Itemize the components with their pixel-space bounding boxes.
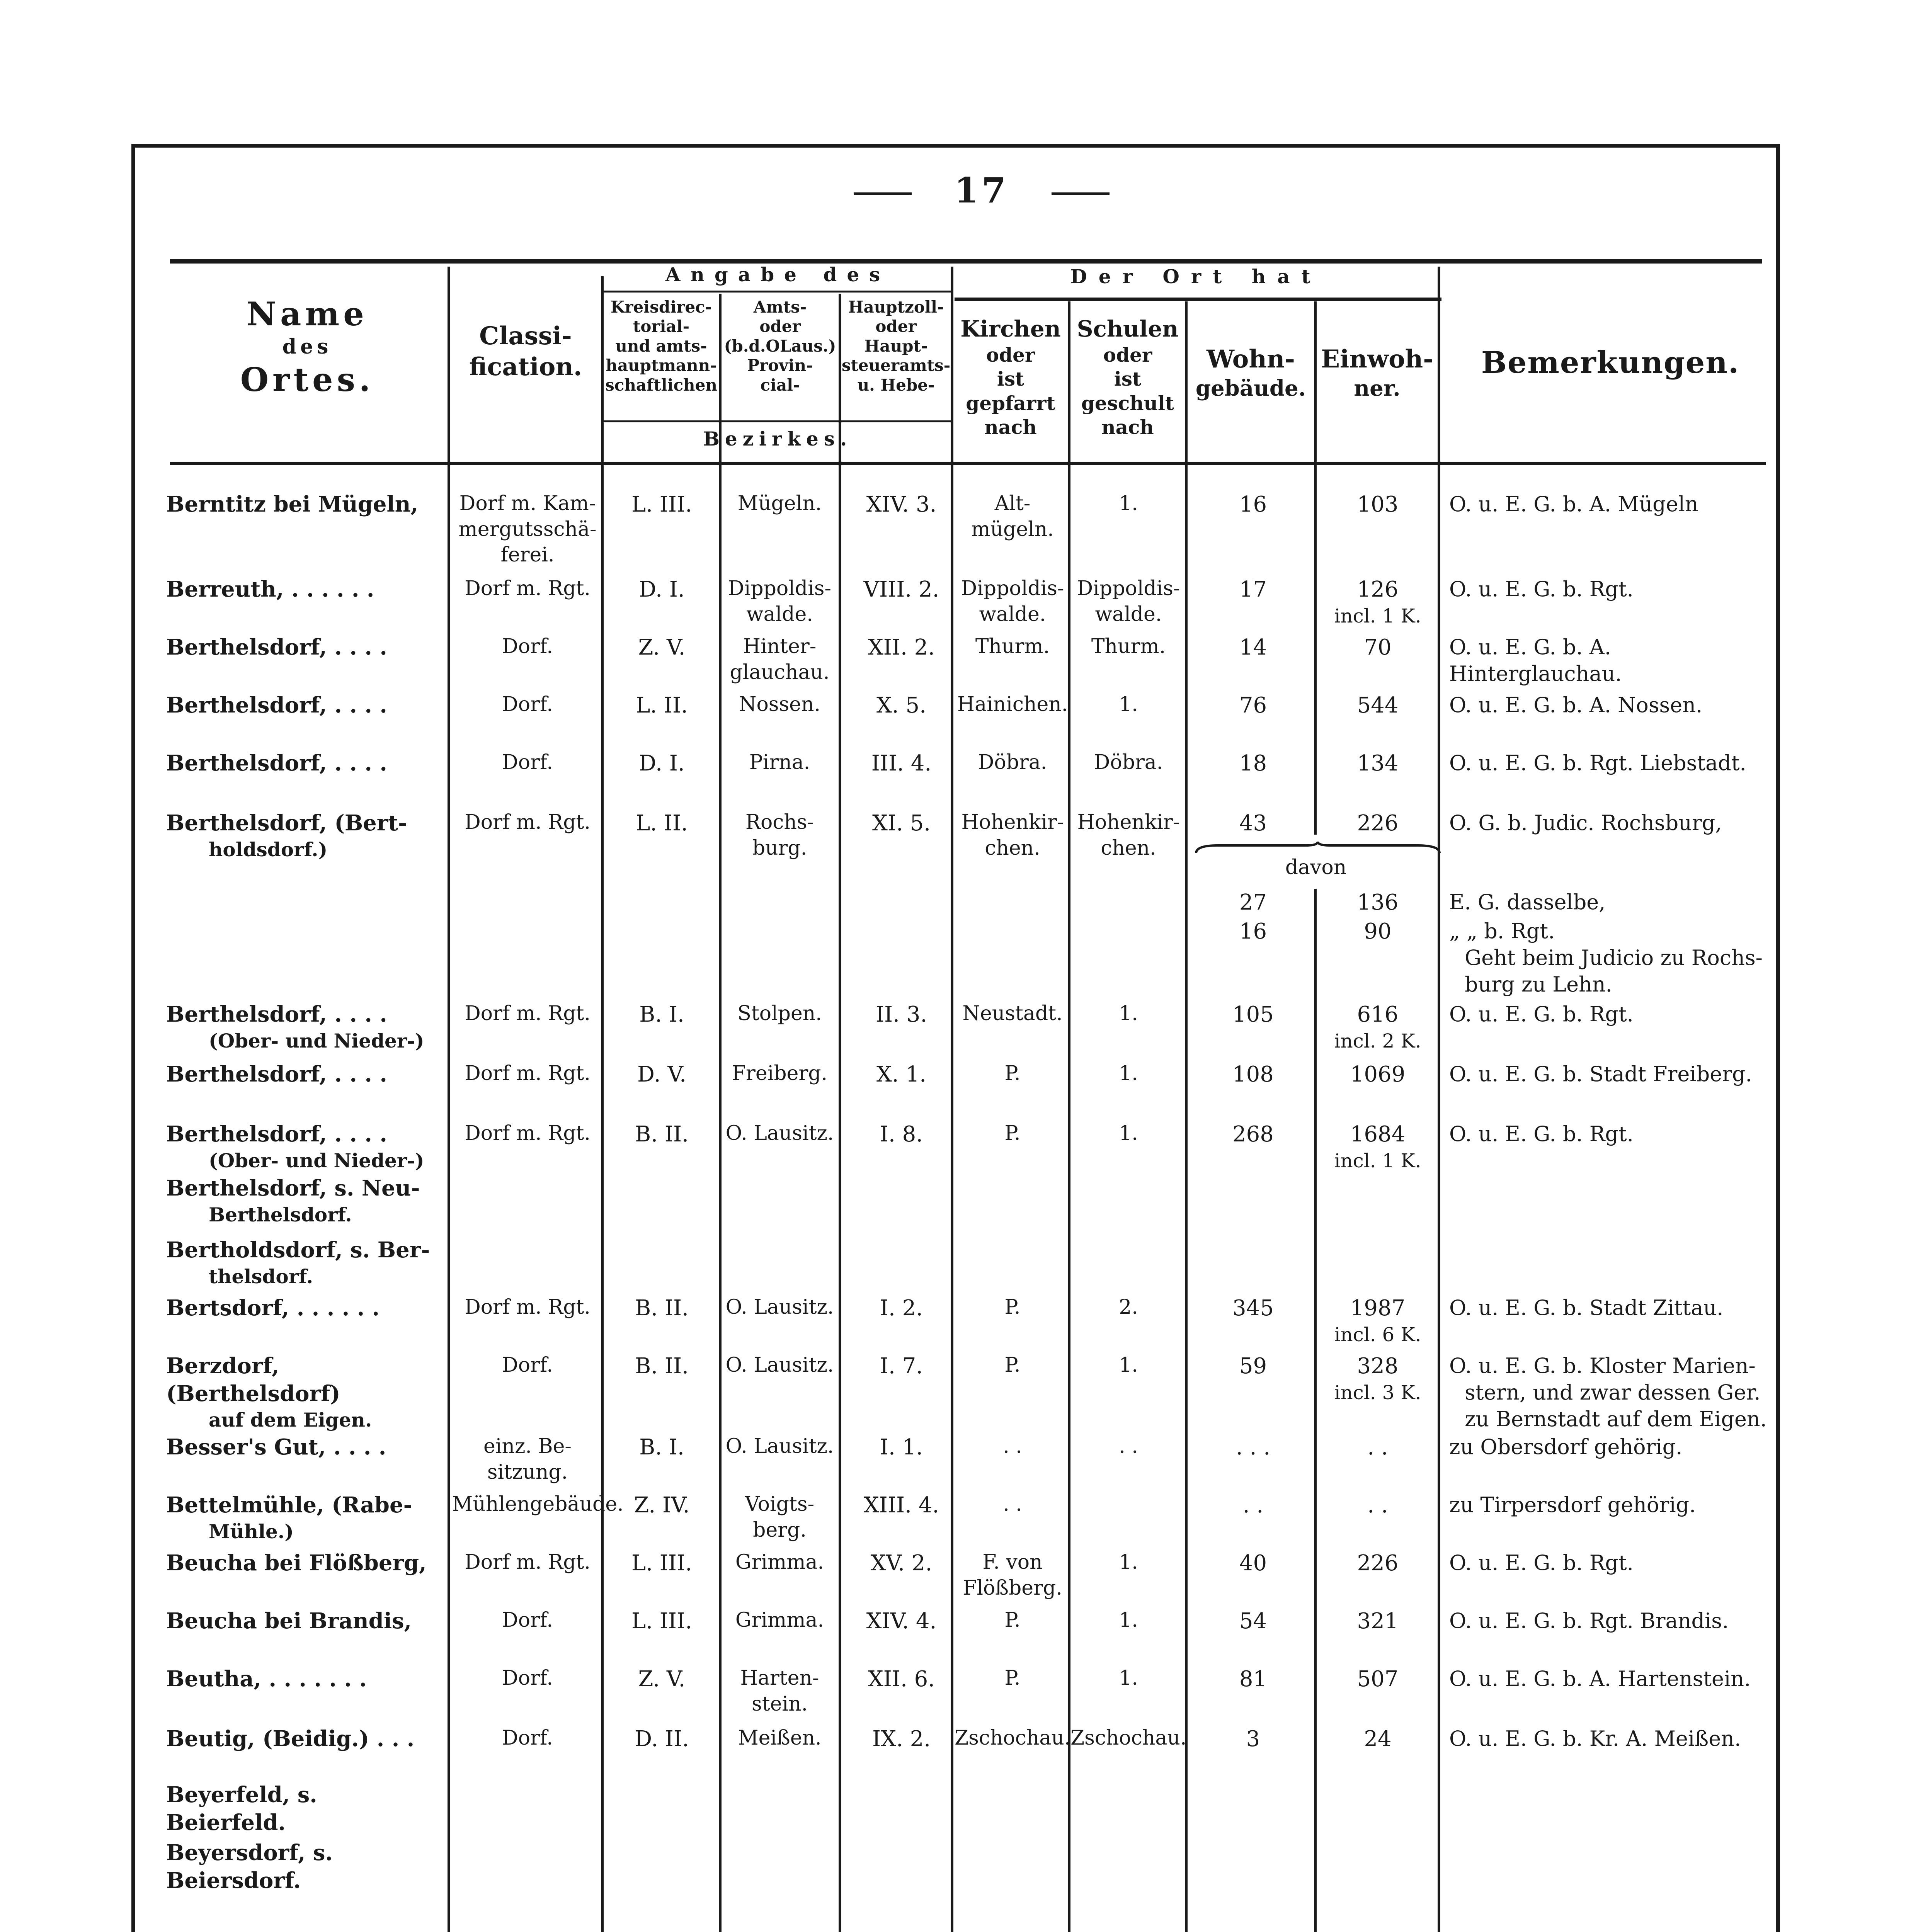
- schulen-cell: 1.: [1119, 1062, 1138, 1085]
- classification-cell: Dorf m. Rgt.: [465, 1296, 591, 1319]
- place-name: [166, 1607, 437, 1635]
- place-name: [166, 1549, 437, 1577]
- place-name-sub: (Ober- und Nieder-): [209, 1149, 424, 1172]
- kreis-cell: D. I.: [639, 751, 685, 776]
- haupt-cell: XIV. 4.: [866, 1609, 937, 1634]
- bemerkung-line: E. G. dasselbe,: [1449, 890, 1606, 914]
- kirchen-cell: Hohenkir-chen.: [961, 811, 1064, 860]
- classification-cell: Dorf.: [502, 1726, 553, 1750]
- place-name-main: Bertsdorf, . . . . . .: [166, 1295, 380, 1321]
- place-name: [166, 1236, 437, 1289]
- einwohner-cell: 70: [1364, 635, 1392, 660]
- header-wohn: Wohn- gebäude.: [1195, 345, 1306, 401]
- bemerkung-cell: [1449, 634, 1789, 687]
- place-name-main: Beucha bei Brandis,: [166, 1608, 412, 1634]
- wohngebaeude-cell: . .: [1242, 1493, 1264, 1518]
- wohngebaeude-cell: 76: [1239, 693, 1267, 718]
- classification-cell: Dorf m. Kam-mergutsschä-ferei.: [458, 492, 597, 567]
- einwohner-incl: incl. 1 K.: [1334, 1149, 1421, 1172]
- bemerkung-cell: [1449, 1665, 1789, 1692]
- davon-label: davon: [1285, 856, 1347, 879]
- place-name-main: Berthelsdorf, . . . .: [166, 1121, 387, 1147]
- kirchen-cell: Alt-mügeln.: [971, 492, 1054, 541]
- bemerkung-line: zu Bernstadt auf dem Eigen.: [1465, 1407, 1767, 1432]
- kirchen-cell: . .: [1003, 1435, 1022, 1458]
- schulen-cell: 1.: [1119, 1354, 1138, 1377]
- header-ort-hat: Der Ort hat: [1070, 265, 1322, 288]
- classification-cell: Dorf.: [502, 635, 553, 658]
- kreis-cell: B. I.: [639, 1002, 684, 1027]
- place-name: [166, 1839, 437, 1895]
- einwohner-cell: 328 incl. 3 K.: [1314, 1352, 1441, 1405]
- wohngebaeude-cell: 268: [1232, 1122, 1274, 1147]
- bemerkung-line: O. u. E. G. b. A. Nossen.: [1449, 693, 1703, 717]
- classification-cell: Mühlengebäude.: [452, 1493, 624, 1516]
- haupt-cell: X. 5.: [876, 693, 926, 718]
- bemerkung-line: O. u. E. G. b. Kr. A. Meißen.: [1449, 1726, 1741, 1751]
- header-bezirk-text: Bezirkes.: [703, 427, 853, 450]
- wohngebaeude-cell: 16: [1239, 919, 1267, 944]
- schulen-cell: Dippoldis-walde.: [1077, 577, 1180, 626]
- bemerkung-cell: [1449, 1352, 1789, 1432]
- place-name: [166, 1492, 437, 1544]
- bemerkung-line: zu Tirpersdorf gehörig.: [1449, 1493, 1696, 1517]
- bemerkung-line: Geht beim Judicio zu Rochs-burg zu Lehn.: [1465, 946, 1763, 997]
- place-name-main: Berthelsdorf, . . . .: [166, 1002, 387, 1027]
- einwohner-cell: . .: [1367, 1493, 1388, 1518]
- bemerkung-line: O. u. E. G. b. A. Mügeln: [1449, 492, 1698, 516]
- bemerkung-cell: [1449, 1294, 1789, 1321]
- wohngebaeude-cell: 27: [1239, 890, 1267, 915]
- kreis-cell: L. III.: [631, 492, 692, 517]
- einwohner-cell: 507: [1357, 1667, 1399, 1692]
- bemerkung-line: stern, und zwar dessen Ger.: [1465, 1380, 1761, 1405]
- bemerkung-cell: [1449, 1001, 1789, 1027]
- bemerkung-line: O. u. E. G. b. A. Hinterglauchau.: [1449, 635, 1622, 686]
- place-name-main: Berthelsdorf, . . . .: [166, 634, 387, 660]
- bemerkung-cell: [1449, 918, 1789, 998]
- bemerkung-line: „ „ b. Rgt.: [1449, 919, 1555, 943]
- place-name-main: Bettelmühle, (Rabe-: [166, 1492, 412, 1518]
- einwohner-incl: incl. 6 K.: [1334, 1323, 1421, 1346]
- place-name-main: Beutig, (Beidig.) . . .: [166, 1726, 415, 1752]
- amt-cell: O. Lausitz.: [725, 1122, 834, 1145]
- kreis-cell: D. V.: [637, 1062, 686, 1087]
- amt-cell: Voigts-berg.: [745, 1493, 815, 1542]
- place-name-main: Beyersdorf, s. Beiersdorf.: [166, 1840, 333, 1893]
- bemerkung-line: O. u. E. G. b. Rgt.: [1449, 1002, 1634, 1026]
- einwohner-cell: . .: [1367, 1435, 1388, 1460]
- einwohner-cell: 136: [1357, 890, 1399, 915]
- classification-cell: Dorf.: [502, 693, 553, 716]
- place-name-main: Beucha bei Flößberg,: [166, 1550, 427, 1576]
- schulen-cell: Zschochau.: [1070, 1726, 1187, 1750]
- einwohner-cell: 126 incl. 1 K.: [1314, 576, 1441, 628]
- haupt-cell: VIII. 2.: [863, 577, 939, 602]
- angabe-underline: [603, 291, 953, 293]
- header-top-rule: [170, 259, 1762, 264]
- wohngebaeude-cell: 14: [1239, 635, 1267, 660]
- amt-cell: Hinter-glauchau.: [730, 635, 830, 684]
- amt-cell: Grimma.: [735, 1551, 824, 1574]
- einwohner-cell: 1987 incl. 6 K.: [1314, 1294, 1441, 1347]
- amt-cell: Dippoldis-walde.: [728, 577, 831, 626]
- place-name: [166, 1001, 437, 1053]
- bemerkung-line: O. u. E. G. b. Kloster Marien-: [1449, 1354, 1756, 1378]
- einwohner-incl: incl. 3 K.: [1334, 1381, 1421, 1404]
- classification-cell: Dorf m. Rgt.: [465, 1551, 591, 1574]
- kirchen-cell: Neustadt.: [962, 1002, 1063, 1025]
- kirchen-cell: P.: [1004, 1354, 1021, 1377]
- schulen-cell: 1.: [1119, 1551, 1138, 1574]
- kirchen-cell: . .: [1003, 1493, 1022, 1516]
- wohngebaeude-cell: 43: [1239, 811, 1267, 836]
- wohngebaeude-cell: 105: [1232, 1002, 1274, 1027]
- haupt-cell: XIII. 4.: [863, 1493, 939, 1518]
- bemerkung-line: O. u. E. G. b. Rgt. Liebstadt.: [1449, 751, 1746, 775]
- haupt-cell: I. 1.: [880, 1435, 923, 1460]
- place-name: [166, 1781, 437, 1837]
- amt-cell: Mügeln.: [737, 492, 822, 515]
- amt-cell: Rochs-burg.: [745, 811, 814, 860]
- amt-cell: Grimma.: [735, 1609, 824, 1632]
- wohngebaeude-cell: 59: [1239, 1354, 1267, 1379]
- kreis-cell: L. II.: [636, 811, 688, 836]
- haupt-cell: II. 3.: [875, 1002, 927, 1027]
- bemerkung-cell: [1449, 810, 1789, 836]
- header-bottom-rule: [170, 462, 1766, 465]
- einwohner-cell: 226: [1357, 811, 1399, 836]
- kirchen-cell: Hainichen.: [957, 693, 1068, 716]
- amt-cell: Pirna.: [749, 751, 810, 774]
- schulen-cell: Döbra.: [1094, 751, 1163, 774]
- haupt-cell: XII. 6.: [868, 1667, 935, 1692]
- einwohner-cell: 616 incl. 2 K.: [1314, 1001, 1441, 1053]
- place-name: [166, 1294, 437, 1322]
- place-name: [166, 1725, 437, 1753]
- place-name: [166, 692, 437, 719]
- kirchen-cell: Dippoldis-walde.: [961, 577, 1064, 626]
- classification-cell: Dorf.: [502, 751, 553, 774]
- place-name: [166, 1434, 437, 1461]
- place-name-main: Berntitz bei Mügeln,: [166, 492, 419, 517]
- amt-cell: Stolpen.: [737, 1002, 822, 1025]
- place-name-main: Berreuth, . . . . . .: [166, 577, 374, 602]
- einwohner-cell: 134: [1357, 751, 1399, 776]
- haupt-cell: XV. 2.: [870, 1551, 933, 1576]
- kreis-cell: Z. V.: [638, 1667, 686, 1692]
- place-name: [166, 634, 437, 662]
- header-einw: Einwoh- ner.: [1321, 345, 1433, 401]
- haupt-cell: IX. 2.: [872, 1726, 931, 1752]
- bemerkung-cell: [1449, 1434, 1789, 1460]
- bemerkung-line: O. u. E. G. b. Rgt. Brandis.: [1449, 1609, 1729, 1633]
- header-schulen: Schulen oder ist geschult nach: [1077, 316, 1179, 439]
- kirchen-cell: P.: [1004, 1122, 1021, 1145]
- kreis-cell: B. I.: [639, 1435, 684, 1460]
- header-haupt: Hauptzoll- oder Haupt- steueramts- u. Hebe-: [841, 298, 951, 395]
- kirchen-cell: Thurm.: [975, 635, 1050, 658]
- place-name: [166, 1352, 437, 1432]
- bemerkung-cell: [1449, 1121, 1789, 1147]
- wohngebaeude-cell: 108: [1232, 1062, 1274, 1087]
- schulen-cell: 1.: [1119, 1002, 1138, 1025]
- header-angabe: Angabe des: [665, 263, 890, 286]
- schulen-cell: 1.: [1119, 492, 1138, 515]
- bemerkung-cell: [1449, 1607, 1789, 1634]
- classification-cell: Dorf m. Rgt.: [465, 811, 591, 834]
- amt-cell: Meißen.: [738, 1726, 822, 1750]
- schulen-cell: 2.: [1119, 1296, 1138, 1319]
- bemerkung-line: O. u. E. G. b. Stadt Zittau.: [1449, 1296, 1724, 1320]
- classification-cell: Dorf m. Rgt.: [465, 1062, 591, 1085]
- place-name-sub: Berthelsdorf.: [209, 1203, 352, 1226]
- bemerkung-cell: [1449, 1492, 1789, 1518]
- place-name-main: Berthelsdorf, . . . .: [166, 1061, 387, 1087]
- place-name: [166, 1061, 437, 1088]
- page-number-text: 17: [954, 170, 1009, 211]
- schulen-cell: 1.: [1119, 1667, 1138, 1690]
- wohngebaeude-cell: 16: [1239, 492, 1267, 517]
- kreis-cell: Z. IV.: [634, 1493, 690, 1518]
- amt-cell: Freiberg.: [732, 1062, 828, 1085]
- kreis-cell: D. II.: [635, 1726, 689, 1752]
- einwohner-cell: 1069: [1350, 1062, 1406, 1087]
- place-name-sub: holdsdorf.): [209, 838, 328, 861]
- classification-cell: Dorf.: [502, 1609, 553, 1632]
- kirchen-cell: Döbra.: [978, 751, 1047, 774]
- header-classification: Classi- fication.: [469, 321, 582, 381]
- header-bemerkungen: Bemerkungen.: [1481, 345, 1740, 380]
- header-amt: Amts- oder (b.d.OLaus.) Provin- cial-: [724, 298, 836, 395]
- haupt-cell: X. 1.: [876, 1062, 926, 1087]
- classification-cell: Dorf m. Rgt.: [465, 1002, 591, 1025]
- header-name: Name des Ortes.: [240, 295, 374, 399]
- wohngebaeude-cell: 18: [1239, 751, 1267, 776]
- place-name-sub: (Ober- und Nieder-): [209, 1029, 424, 1052]
- schulen-cell: 1.: [1119, 693, 1138, 716]
- kreis-cell: L. III.: [631, 1609, 692, 1634]
- place-name-sub: auf dem Eigen.: [209, 1408, 372, 1432]
- bemerkung-cell: [1449, 692, 1789, 718]
- bemerkung-line: zu Obersdorf gehörig.: [1449, 1435, 1683, 1459]
- kirchen-cell: P.: [1004, 1296, 1021, 1319]
- bemerkung-line: O. u. E. G. b. Stadt Freiberg.: [1449, 1062, 1752, 1086]
- place-name-sub: thelsdorf.: [209, 1265, 313, 1288]
- place-name-main: Beutha, . . . . . . .: [166, 1666, 367, 1692]
- haupt-cell: I. 2.: [880, 1296, 923, 1321]
- haupt-cell: XII. 2.: [868, 635, 935, 660]
- haupt-cell: XI. 5.: [872, 811, 931, 836]
- schulen-cell: . .: [1119, 1435, 1138, 1458]
- kirchen-cell: P.: [1004, 1609, 1021, 1632]
- wohngebaeude-cell: 40: [1239, 1551, 1267, 1576]
- header-kreis: Kreisdirec- torial- und amts- hauptmann- schaftlichen: [605, 298, 717, 395]
- place-name-main: Berthelsdorf, . . . .: [166, 750, 387, 776]
- kreis-cell: D. I.: [639, 577, 685, 602]
- col-line-1: [448, 267, 450, 1932]
- amt-cell: Harten-stein.: [740, 1667, 819, 1716]
- place-name: [166, 576, 437, 604]
- wohngebaeude-cell: 3: [1246, 1726, 1260, 1752]
- bemerkung-cell: [1449, 1725, 1789, 1752]
- amt-cell: Nossen.: [739, 693, 820, 716]
- amt-cell: O. Lausitz.: [725, 1354, 834, 1377]
- bemerkung-line: O. G. b. Judic. Rochsburg,: [1449, 811, 1722, 835]
- place-name-sub: Mühle.): [209, 1520, 294, 1543]
- kirchen-cell: P.: [1004, 1062, 1021, 1085]
- bemerkung-cell: [1449, 1061, 1789, 1087]
- bemerkung-cell: [1449, 750, 1789, 776]
- einwohner-cell: 24: [1364, 1726, 1392, 1752]
- bemerkung-cell: [1449, 889, 1789, 915]
- einwohner-cell: 226: [1357, 1551, 1399, 1576]
- einwohner-cell: 90: [1364, 919, 1392, 944]
- einwohner-incl: incl. 1 K.: [1334, 604, 1421, 627]
- haupt-cell: I. 7.: [880, 1354, 923, 1379]
- einwohner-incl: incl. 2 K.: [1334, 1029, 1421, 1052]
- bemerkung-line: O. u. E. G. b. A. Hartenstein.: [1449, 1667, 1751, 1691]
- place-name: [166, 1665, 437, 1693]
- ort-hat-underline: [955, 298, 1441, 301]
- place-name-main: Berzdorf, (Berthelsdorf): [166, 1353, 340, 1406]
- einwohner-cell: 103: [1357, 492, 1399, 517]
- place-name: [166, 1121, 437, 1173]
- amt-cell: O. Lausitz.: [725, 1435, 834, 1458]
- wohngebaeude-cell: 345: [1232, 1296, 1274, 1321]
- schulen-cell: 1.: [1119, 1609, 1138, 1632]
- wohngebaeude-cell: 54: [1239, 1609, 1267, 1634]
- bemerkung-line: O. u. E. G. b. Rgt.: [1449, 1122, 1634, 1146]
- classification-cell: Dorf.: [502, 1667, 553, 1690]
- schulen-cell: 1.: [1119, 1122, 1138, 1145]
- einwohner-cell: 1684 incl. 1 K.: [1314, 1121, 1441, 1173]
- haupt-cell: III. 4.: [871, 751, 932, 776]
- page-number: [788, 170, 1175, 211]
- place-name: [166, 491, 437, 519]
- wohngebaeude-cell: . . .: [1235, 1435, 1270, 1460]
- wohngebaeude-cell: 17: [1239, 577, 1267, 602]
- schulen-cell: Hohenkir-chen.: [1077, 811, 1180, 860]
- bemerkung-line: O. u. E. G. b. Rgt.: [1449, 1551, 1634, 1575]
- classification-cell: einz. Be-sitzung.: [483, 1435, 572, 1484]
- davon-brace: [1194, 842, 1441, 857]
- place-name: [166, 1175, 437, 1227]
- classification-cell: Dorf.: [502, 1354, 553, 1377]
- classification-cell: Dorf m. Rgt.: [465, 1122, 591, 1145]
- bezirk-rule: [603, 420, 953, 422]
- place-name-main: Berthelsdorf, s. Neu-: [166, 1175, 420, 1201]
- place-name: [166, 810, 437, 862]
- place-name-main: Bertholdsdorf, s. Ber-: [166, 1237, 430, 1263]
- bemerkung-cell: [1449, 491, 1789, 517]
- place-name-main: Berthelsdorf, . . . .: [166, 692, 387, 718]
- kreis-cell: B. II.: [635, 1354, 689, 1379]
- place-name: [166, 750, 437, 777]
- bemerkung-cell: [1449, 576, 1789, 602]
- wohngebaeude-cell: 81: [1239, 1667, 1267, 1692]
- kirchen-cell: P.: [1004, 1667, 1021, 1690]
- einwohner-cell: 321: [1357, 1609, 1399, 1634]
- kreis-cell: Z. V.: [638, 635, 686, 660]
- haupt-cell: I. 8.: [880, 1122, 923, 1147]
- kreis-cell: B. II.: [635, 1296, 689, 1321]
- einwohner-cell: 544: [1357, 693, 1399, 718]
- kreis-cell: L. III.: [631, 1551, 692, 1576]
- place-name-main: Berthelsdorf, (Bert-: [166, 810, 407, 836]
- kirchen-cell: F. von Flößberg.: [963, 1551, 1062, 1600]
- bemerkung-line: O. u. E. G. b. Rgt.: [1449, 577, 1634, 601]
- amt-cell: O. Lausitz.: [725, 1296, 834, 1319]
- classification-cell: Dorf m. Rgt.: [465, 577, 591, 600]
- haupt-cell: XIV. 3.: [866, 492, 937, 517]
- kirchen-cell: Zschochau.: [955, 1726, 1071, 1750]
- kreis-cell: L. II.: [636, 693, 688, 718]
- place-name-main: Beyerfeld, s. Beierfeld.: [166, 1782, 317, 1835]
- header-kirchen: Kirchen oder ist gepfarrt nach: [960, 316, 1061, 439]
- schulen-cell: Thurm.: [1091, 635, 1166, 658]
- place-name-main: Besser's Gut, . . . .: [166, 1434, 386, 1460]
- bemerkung-cell: [1449, 1549, 1789, 1576]
- kreis-cell: B. II.: [635, 1122, 689, 1147]
